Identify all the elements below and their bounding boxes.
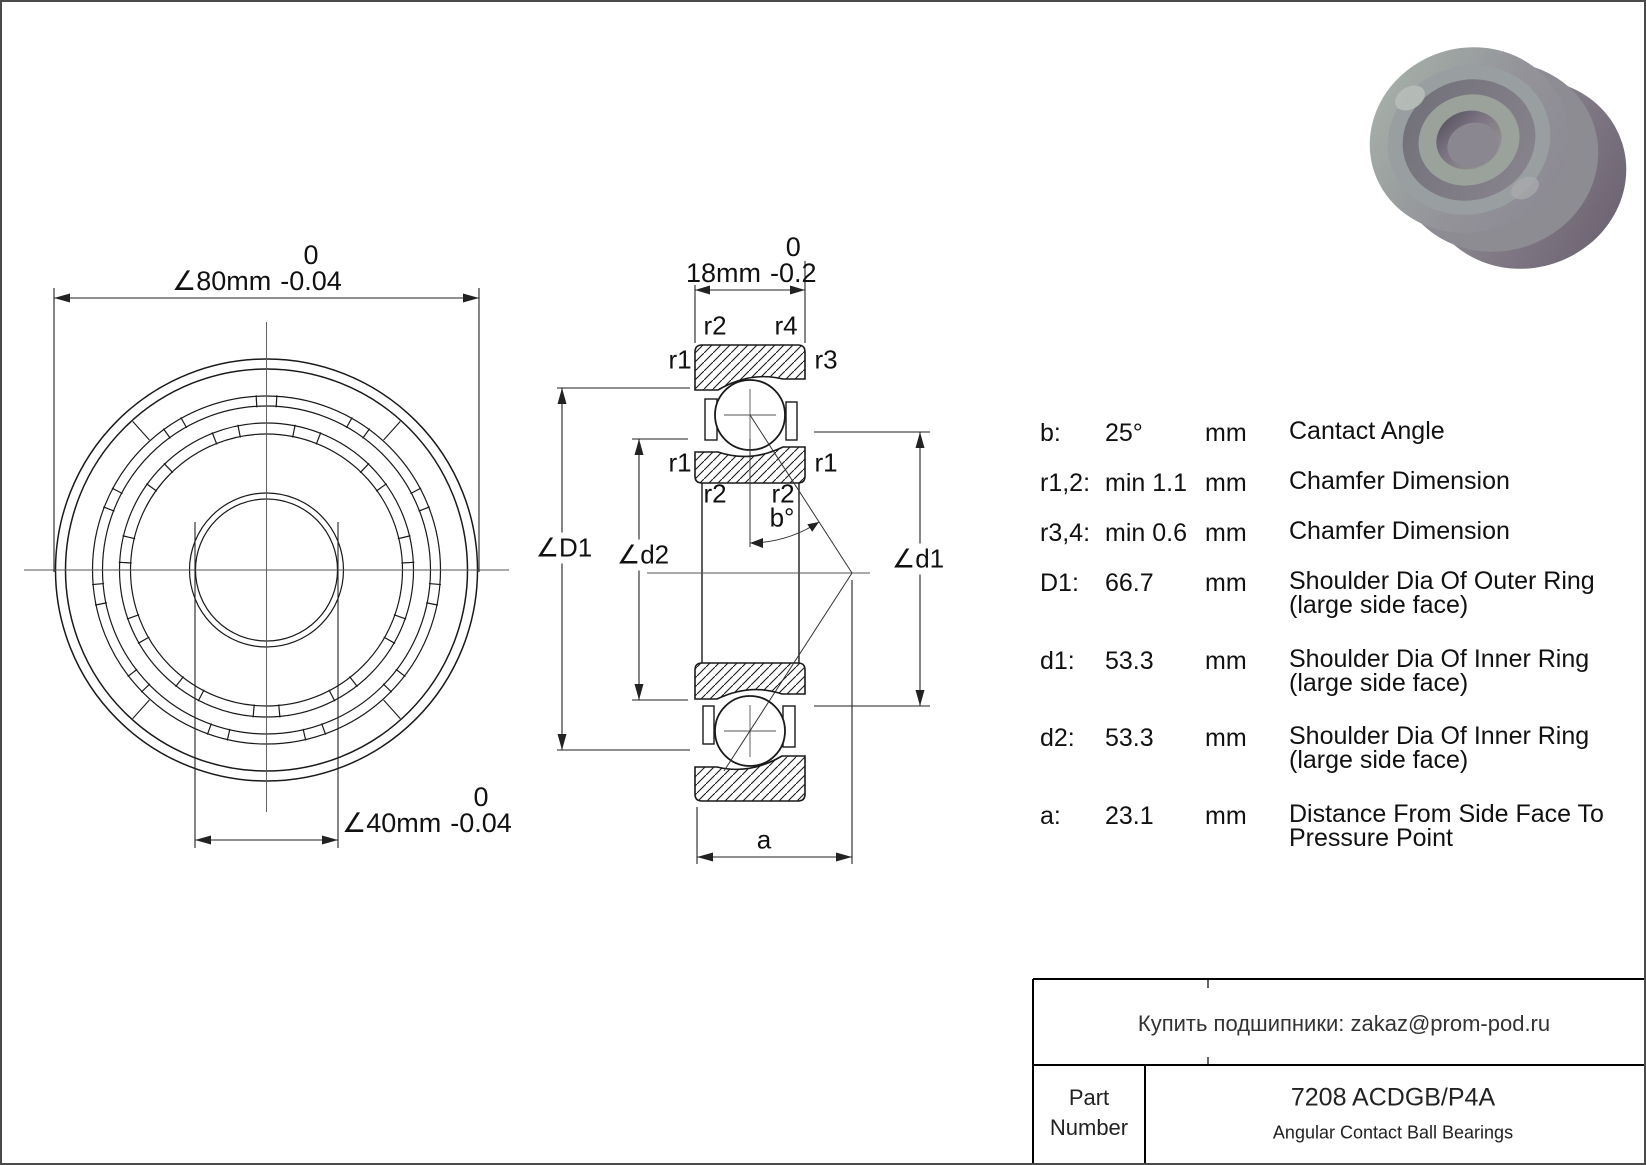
- dim-outer-tolerance: [280, 242, 342, 294]
- contact-info: Купить подшипники: zakaz@prom-pod.ru: [1137, 1011, 1551, 1036]
- spec-desc: [1289, 419, 1445, 443]
- label-d2: ∠d2: [614, 540, 672, 571]
- tol-lower: -0.04: [280, 266, 342, 296]
- label-D1: ∠D1: [533, 533, 596, 564]
- spec-desc-line1: Shoulder Dia Of Inner Ring: [1289, 645, 1590, 673]
- spec-desc: [1289, 519, 1510, 543]
- spec-unit: mm: [1205, 519, 1247, 547]
- spec-desc: [1289, 724, 1589, 772]
- label-r1-upper-left: r1: [668, 344, 692, 375]
- part-label-line2: Number: [1049, 1115, 1129, 1140]
- part-number-value: 7208 ACDGB/P4A: [1290, 1083, 1496, 1112]
- spec-label: d2:: [1040, 724, 1075, 752]
- label-contact-angle: b°: [769, 502, 795, 533]
- spec-unit: mm: [1205, 647, 1247, 675]
- spec-desc-line2: (large side face): [1289, 669, 1469, 697]
- spec-unit: mm: [1205, 802, 1247, 830]
- spec-value: 53.3: [1105, 647, 1154, 675]
- spec-value: 23.1: [1105, 802, 1154, 830]
- label-r1-mid-left: r1: [668, 447, 692, 478]
- spec-label: D1:: [1040, 569, 1079, 597]
- label-r4-top-right: r4: [774, 310, 798, 341]
- spec-unit: mm: [1205, 469, 1247, 497]
- bearing-3d-render: [1345, 22, 1646, 295]
- spec-desc: [1289, 469, 1510, 493]
- spec-desc-line2: (large side face): [1289, 591, 1469, 619]
- spec-desc: [1289, 647, 1589, 695]
- tol-upper: 0: [303, 240, 319, 270]
- tol-upper: 0: [473, 782, 489, 812]
- tol-lower: -0.2: [770, 258, 817, 288]
- dim-outer-value: ∠80mm: [172, 266, 272, 296]
- spec-value: min 1.1: [1105, 469, 1187, 497]
- spec-value: 25°: [1105, 419, 1143, 447]
- label-r1-mid-right: r1: [814, 447, 838, 478]
- label-r3-upper-right: r3: [814, 344, 838, 375]
- spec-value: min 0.6: [1105, 519, 1187, 547]
- spec-unit: mm: [1205, 569, 1247, 597]
- spec-label: d1:: [1040, 647, 1075, 675]
- dim-bore-tolerance: [450, 784, 512, 836]
- label-d1: ∠d1: [889, 544, 947, 575]
- spec-desc-line1: Chamfer Dimension: [1289, 467, 1510, 495]
- spec-label: b:: [1040, 419, 1061, 447]
- label-r2-lower-right: r2: [771, 478, 795, 509]
- label-r2-lower-left: r2: [703, 478, 727, 509]
- spec-label: a:: [1040, 802, 1061, 830]
- spec-value: 66.7: [1105, 569, 1154, 597]
- dim-width-value: 18mm: [686, 258, 762, 288]
- spec-value: 53.3: [1105, 724, 1154, 752]
- tol-upper: 0: [785, 232, 801, 262]
- spec-desc-line1: Chamfer Dimension: [1289, 517, 1510, 545]
- part-type: Angular Contact Ball Bearings: [1272, 1122, 1514, 1143]
- dim-width-tolerance: [770, 234, 817, 286]
- spec-desc: [1289, 802, 1604, 850]
- spec-unit: mm: [1205, 724, 1247, 752]
- spec-desc-line1: Shoulder Dia Of Inner Ring: [1289, 722, 1590, 750]
- dim-bore-diameter: [342, 784, 512, 836]
- spec-desc-line2: (large side face): [1289, 746, 1469, 774]
- spec-label: r3,4:: [1040, 519, 1091, 547]
- front-view-centerlines: [24, 322, 509, 812]
- spec-label: r1,2:: [1040, 469, 1091, 497]
- spec-unit: mm: [1205, 419, 1247, 447]
- label-a: a: [756, 824, 772, 855]
- spec-desc: [1289, 569, 1595, 617]
- part-label-line1: Part: [1068, 1085, 1110, 1110]
- spec-desc-line1: Cantact Angle: [1289, 417, 1445, 445]
- spec-desc-line2: Pressure Point: [1289, 824, 1453, 852]
- label-r2-top-left: r2: [703, 310, 727, 341]
- part-number-label: [1050, 1083, 1128, 1143]
- dim-bore-value: ∠40mm: [342, 808, 442, 838]
- spec-desc-line1: Distance From Side Face To: [1289, 800, 1604, 828]
- spec-desc-line1: Shoulder Dia Of Outer Ring: [1289, 567, 1595, 595]
- tol-lower: -0.04: [450, 808, 512, 838]
- dim-outer-diameter: [172, 242, 342, 294]
- dim-width: [686, 234, 817, 286]
